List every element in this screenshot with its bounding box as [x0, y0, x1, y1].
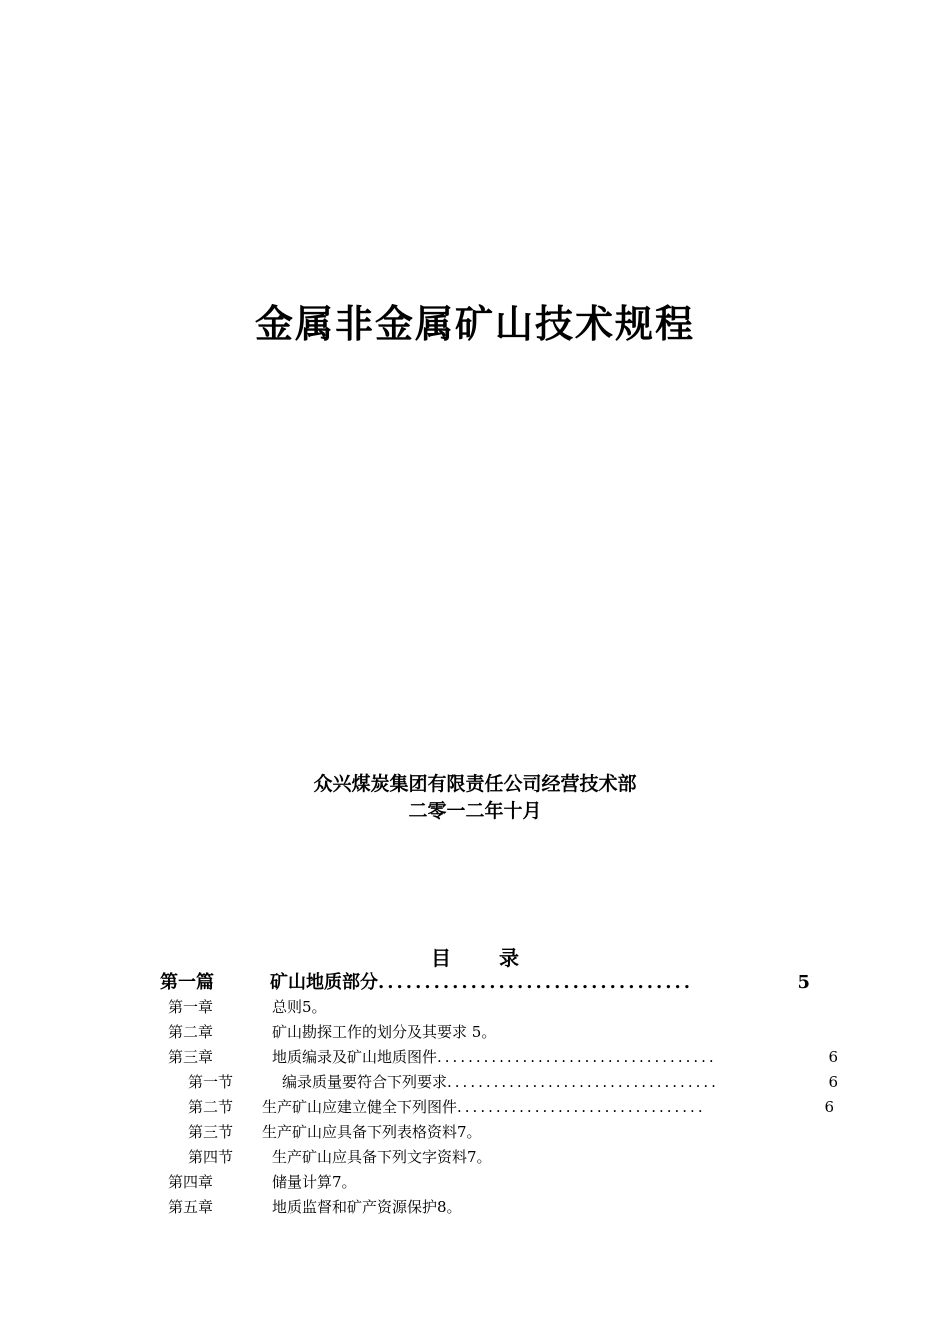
toc-entry-chapter-1[interactable]	[0, 995, 950, 1019]
toc-entry-dots: ..................................	[378, 972, 694, 993]
toc-heading-right: 录	[499, 946, 519, 970]
toc-entry-page: 6	[828, 1073, 838, 1091]
toc-entry-title: 地质监督和矿产资源保护8。	[272, 1198, 462, 1216]
toc-entry-chapter-3[interactable]	[0, 1045, 950, 1069]
toc-entry-number: 第一篇	[160, 972, 214, 993]
toc-entry-number: 第三节	[188, 1123, 234, 1141]
toc-entry-title: 总则5。	[272, 998, 327, 1016]
toc-entry-title: 矿山地质部分	[270, 972, 378, 993]
document-title: 金属非金属矿山技术规程	[254, 301, 695, 346]
toc-entry-title: 生产矿山应具备下列表格资料7。	[262, 1123, 482, 1141]
toc-entry-title: 生产矿山应建立健全下列图件	[262, 1098, 458, 1116]
toc-entry-chapter-4[interactable]	[0, 1170, 950, 1194]
toc-entry-number: 第二节	[188, 1098, 234, 1116]
toc-entry-title: 生产矿山应具备下列文字资料7。	[272, 1148, 492, 1166]
toc-entry-page: 6	[824, 1098, 834, 1116]
toc-entry-section-2[interactable]	[0, 1095, 950, 1119]
toc-entry-dots: ................................	[457, 1098, 706, 1116]
toc-entry-section-1[interactable]	[0, 1070, 950, 1094]
toc-entry-page: 5	[797, 972, 810, 993]
toc-entry-number: 第五章	[168, 1198, 214, 1216]
toc-heading-left: 目	[431, 946, 451, 970]
toc-entry-number: 第一节	[188, 1073, 234, 1091]
toc-entry-chapter-5[interactable]	[0, 1195, 950, 1219]
toc-entry-chapter-2[interactable]	[0, 1020, 950, 1044]
toc-entry-dots: ....................................	[437, 1048, 717, 1066]
toc-entry-section-4[interactable]	[0, 1145, 950, 1169]
toc-entry-title: 编录质量要符合下列要求	[282, 1073, 448, 1091]
toc-entry-title: 矿山勘探工作的划分及其要求 5。	[272, 1023, 497, 1041]
toc-entry-title-wrap	[270, 971, 810, 995]
toc-entry-title-wrap	[282, 1070, 838, 1094]
toc-entry-number: 第四章	[168, 1173, 214, 1191]
document-date: 二零一二年十月	[408, 800, 542, 822]
toc-entry-dots: ...................................	[447, 1073, 719, 1091]
toc-entry-number: 第一章	[168, 998, 214, 1016]
toc-entry-number: 第四节	[188, 1148, 234, 1166]
organization-name: 众兴煤炭集团有限责任公司经营技术部	[313, 773, 637, 795]
toc-heading	[0, 944, 950, 972]
toc-entry-title: 储量计算7。	[272, 1173, 357, 1191]
toc-entry-title-wrap	[272, 1045, 838, 1069]
toc-entry-page: 6	[828, 1048, 838, 1066]
toc-entry-section-3[interactable]	[0, 1120, 950, 1144]
toc-entry-number: 第三章	[168, 1048, 214, 1066]
toc-entry-title: 地质编录及矿山地质图件	[272, 1048, 438, 1066]
toc-entry-title-wrap	[262, 1095, 834, 1119]
toc-entry-part-1[interactable]	[0, 971, 950, 995]
toc-entry-number: 第二章	[168, 1023, 214, 1041]
